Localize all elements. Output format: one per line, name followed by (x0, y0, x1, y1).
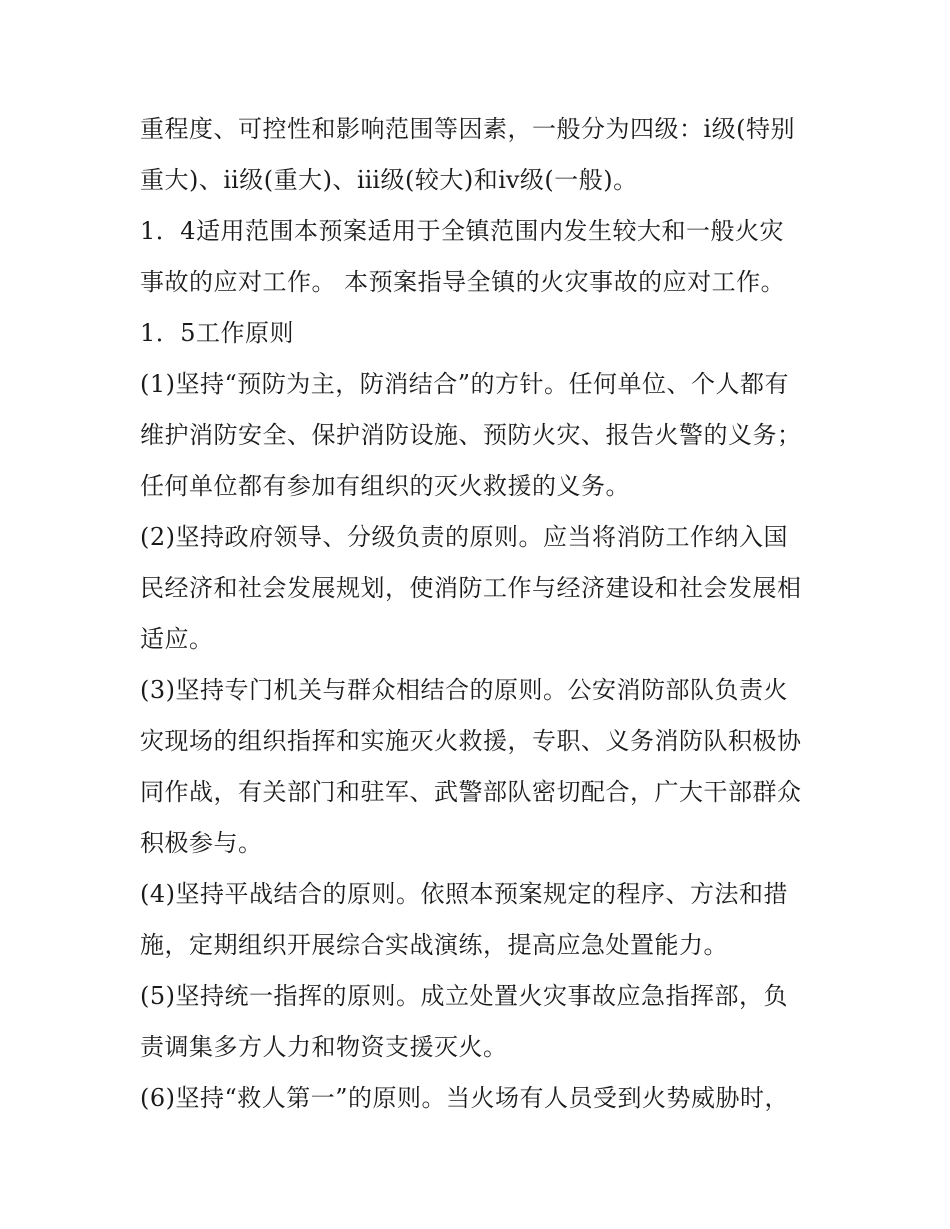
text-line: 施，定期组织开展综合实战演练，提高应急处置能力。 (140, 931, 728, 959)
text-line: 事故的应对工作。 本预案指导全镇的火灾事故的应对工作。 (140, 268, 786, 296)
text-line: 灾现场的组织指挥和实施灭火救援，专职、义务消防队积极协 (140, 727, 802, 755)
text-line: 重大)、ⅱ级(重大)、ⅲ级(较大)和ⅳ级(一般)。 (140, 166, 638, 194)
principle-1-line: (1)坚持“预防为主，防消结合”的方针。任何单位、个人都有 (140, 370, 790, 398)
section-1-5-heading: 1．5工作原则 (140, 319, 295, 347)
principle-5-line: (5)坚持统一指挥的原则。成立处置火灾事故应急指挥部，负 (140, 982, 788, 1010)
principle-3-line: (3)坚持专门机关与群众相结合的原则。公安消防部队负责火 (140, 676, 788, 704)
text-line: 责调集多方人力和物资支援灭火。 (140, 1033, 508, 1061)
text-line: 同作战，有关部门和驻军、武警部队密切配合，广大干部群众 (140, 778, 802, 806)
text-line: 民经济和社会发展规划，使消防工作与经济建设和社会发展相 (140, 574, 802, 602)
text-line: 维护消防安全、保护消防设施、预防火灾、报告火警的义务； (140, 421, 802, 449)
text-line: 积极参与。 (140, 829, 263, 857)
text-line: 任何单位都有参加有组织的灭火救援的义务。 (140, 472, 630, 500)
principle-6-line: (6)坚持“救人第一”的原则。当火场有人员受到火势威胁时， (140, 1084, 790, 1112)
body-text (140, 104, 830, 1124)
text-line: 重程度、可控性和影响范围等因素，一般分为四级：ⅰ级(特别 (140, 115, 796, 143)
section-1-4-line: 1．4适用范围本预案适用于全镇范围内发生较大和一般火灾 (140, 217, 785, 245)
text-line: 适应。 (140, 625, 214, 653)
principle-4-line: (4)坚持平战结合的原则。依照本预案规定的程序、方法和措 (140, 880, 788, 908)
principle-2-line: (2)坚持政府领导、分级负责的原则。应当将消防工作纳入国 (140, 523, 788, 551)
